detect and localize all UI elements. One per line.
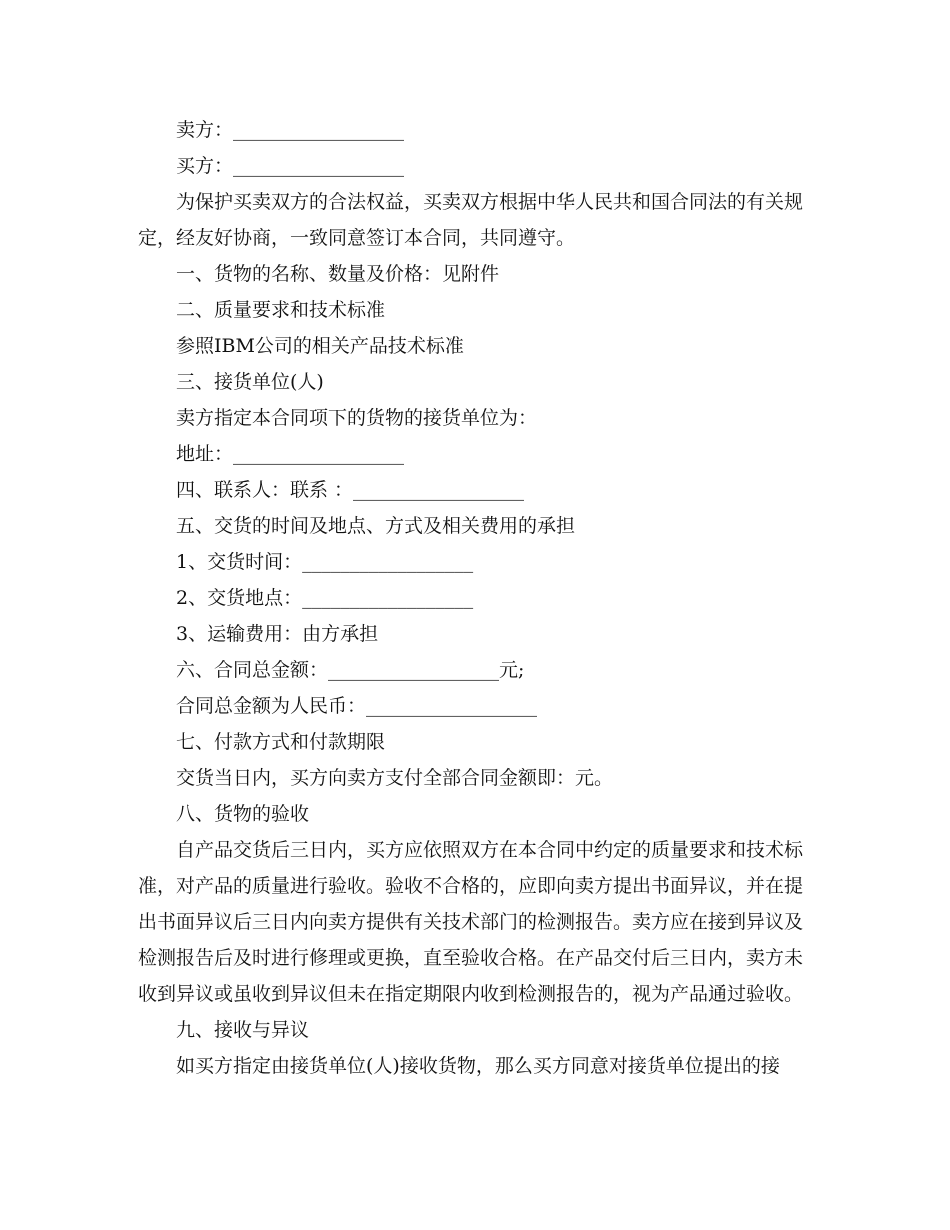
delivery-time-line: 1、交货时间：__________________: [176, 551, 474, 573]
section-7-heading: 七、付款方式和付款期限: [176, 731, 386, 753]
section-6-heading: 六、合同总金额：__________________元;: [176, 659, 525, 681]
section-9-paragraph: [138, 1048, 808, 1084]
buyer-line: 买方：__________________: [176, 155, 405, 177]
intro-line-2: 定，经友好协商，一致同意签订本合同，共同遵守。: [138, 227, 576, 249]
section-1-heading: 一、货物的名称、数量及价格：见附件: [176, 263, 500, 285]
section-8-line-3: 出书面异议后三日内向卖方提供有关技术部门的检测报告。卖方应在接到异议及: [138, 911, 804, 933]
section-7-body: 交货当日内，买方向卖方支付全部合同金额即：元。: [176, 767, 614, 789]
section-3-heading: 三、接货单位(人): [176, 371, 324, 393]
section-3-body: 卖方指定本合同项下的货物的接货单位为：: [176, 407, 538, 429]
section-8-heading: 八、货物的验收: [176, 803, 310, 825]
section-2-body: 参照IBM公司的相关产品技术标准: [176, 335, 464, 357]
section-8-line-5: 收到异议或虽收到异议但未在指定期限内收到检测报告的，视为产品通过验收。: [138, 983, 804, 1005]
intro-line-1: 为保护买卖双方的合法权益，买卖双方根据中华人民共和国合同法的有关规: [176, 191, 804, 213]
seller-line: 卖方：__________________: [176, 119, 405, 141]
address-line: 地址：__________________: [176, 443, 405, 465]
intro-paragraph: [138, 184, 808, 256]
section-4-heading: 四、联系人：联系 ：__________________: [176, 479, 525, 501]
shipping-cost-line: 3、运输费用：由方承担: [176, 623, 379, 645]
section-8-line-2: 准，对产品的质量进行验收。验收不合格的，应即向卖方提出书面异议，并在提: [138, 875, 804, 897]
delivery-place-line: 2、交货地点：__________________: [176, 587, 474, 609]
section-6-body: 合同总金额为人民币：__________________: [176, 695, 538, 717]
section-9-line-1: 如买方指定由接货单位(人)接收货物，那么买方同意对接货单位提出的接: [176, 1055, 780, 1077]
section-8-line-4: 检测报告后及时进行修理或更换，直至验收合格。在产品交付后三日内，卖方未: [138, 947, 804, 969]
section-9-heading: 九、接收与异议: [176, 1019, 310, 1041]
section-2-heading: 二、质量要求和技术标准: [176, 299, 386, 321]
contract-body: [138, 112, 808, 1084]
section-8-line-1: 自产品交货后三日内，买方应依照双方在本合同中约定的质量要求和技术标: [176, 839, 804, 861]
section-5-heading: 五、交货的时间及地点、方式及相关费用的承担: [176, 515, 576, 537]
section-8-paragraph: [138, 832, 808, 1012]
